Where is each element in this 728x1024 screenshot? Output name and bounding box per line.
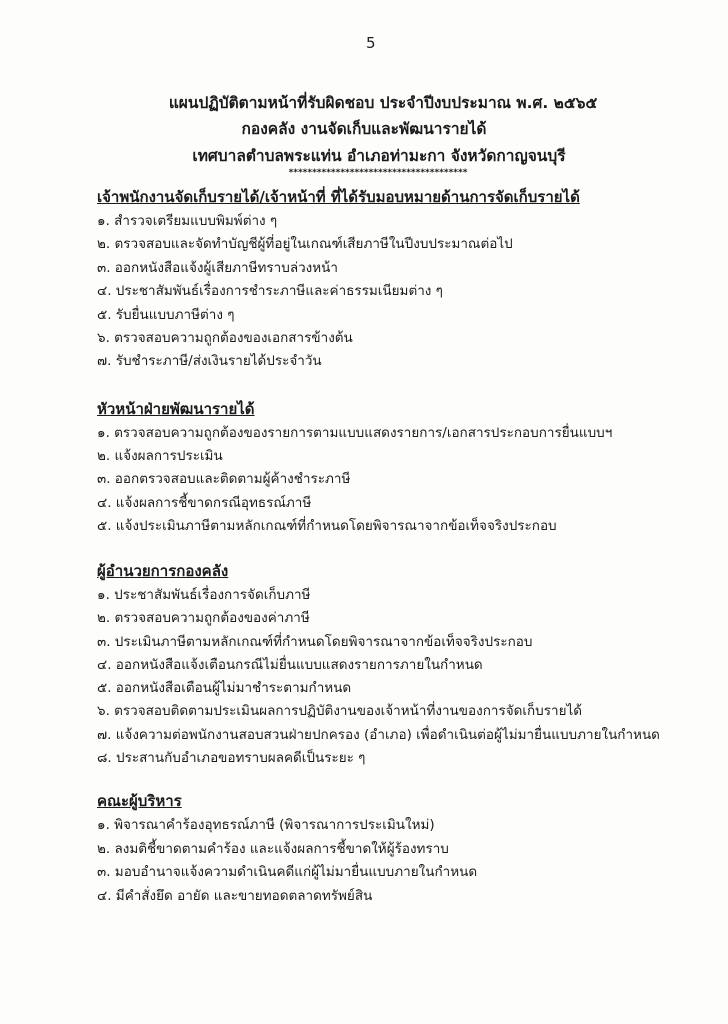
list-item: ๓. ออกตรวจสอบและติดตามผู้ค้างชำระภาษี	[97, 471, 351, 488]
municipality-title: เทศบาลตำบลพระแท่น อำเภอท่ามะกา จังหวัดกาญจนบุรี	[192, 147, 566, 165]
list-item: ๔. ประชาสัมพันธ์เรื่องการชำระภาษีและค่าธรรมเนียมต่าง ๆ	[97, 283, 443, 300]
list-item: ๓. มอบอำนาจแจ้งความดำเนินคดีแก่ผู้ไม่มายื่นแบบภายในกำหนด	[97, 864, 478, 880]
list-item: ๘. ประสานกับอำเภอขอทราบผลคดีเป็นระยะ ๆ	[97, 750, 366, 767]
list-item: ๑. ประชาสัมพันธ์เรื่องการจัดเก็บภาษี	[97, 587, 311, 603]
section-revenue-officer	[97, 184, 717, 374]
list-item: ๑. ตรวจสอบความถูกต้องของรายการตามแบบแสดงรายการ/เอกสารประกอบการยื่นแบบฯ	[97, 425, 613, 441]
list-item: ๔. ออกหนังสือแจ้งเตือนกรณีไม่ยื่นแบบแสดงรายการภายในกำหนด	[97, 656, 483, 673]
list-item: ๔. แจ้งผลการชี้ขาดกรณีอุทธรณ์ภาษี	[97, 494, 312, 511]
list-item: ๕. ออกหนังสือเตือนผู้ไม่มาชำระตามกำหนด	[97, 680, 352, 697]
list-item: ๒. ลงมติชี้ขาดตามคำร้อง และแจ้งผลการชี้ขาดให้ผู้ร้องทราบ	[97, 840, 449, 857]
list-item: ๖. ตรวจสอบติดตามประเมินผลการปฏิบัติงานของเจ้าหน้าที่งานของการจัดเก็บรายได้	[97, 703, 583, 720]
list-item: ๔. มีคำสั่งยึด อายัด และขายทอดตลาดทรัพย์สิน	[97, 887, 373, 904]
list-item: ๒. แจ้งผลการประเมิน	[97, 448, 223, 465]
section-heading: ผู้อำนวยการกองคลัง	[97, 562, 229, 580]
section-executives	[97, 788, 717, 908]
list-item: ๖. ตรวจสอบความถูกต้องของเอกสารข้างต้น	[97, 329, 353, 346]
list-item: ๓. ออกหนังสือแจ้งผู้เสียภาษีทราบล่วงหน้า	[97, 259, 338, 276]
section-heading: เจ้าพนักงานจัดเก็บรายได้/เจ้าหน้าที่ ที่ได้รับมอบหมายด้านการจัดเก็บรายได้	[97, 188, 580, 206]
list-item: ๓. ประเมินภาษีตามหลักเกณฑ์ที่กำหนดโดยพิจารณาจากข้อเท็จจริงประกอบ	[97, 633, 533, 650]
list-item: ๗. รับชำระภาษี/ส่งเงินรายได้ประจำวัน	[97, 353, 322, 370]
list-item: ๕. แจ้งประเมินภาษีตามหลักเกณฑ์ที่กำหนดโดยพิจารณาจากข้อเท็จจริงประกอบ	[97, 517, 557, 534]
section-revenue-head	[97, 396, 717, 538]
star-divider: **************************************	[288, 168, 468, 178]
section-finance-director	[97, 558, 717, 770]
list-item: ๒. ตรวจสอบความถูกต้องของค่าภาษี	[97, 610, 310, 627]
section-heading: หัวหน้าฝ่ายพัฒนารายได้	[97, 400, 255, 418]
list-item: ๕. รับยื่นแบบภาษีต่าง ๆ	[97, 306, 235, 323]
list-item: ๑. พิจารณาคำร้องอุทธรณ์ภาษี (พิจารณาการประเมินใหม่)	[97, 817, 435, 833]
plan-title: แผนปฏิบัติตามหน้าที่รับผิดชอบ ประจำปีงบประมาณ พ.ศ. ๒๕๖๕	[168, 94, 598, 112]
page-number: 5	[366, 34, 376, 52]
list-item: ๗. แจ้งความต่อพนักงานสอบสวนฝ่ายปกครอง (อำเภอ) เพื่อดำเนินต่อผู้ไม่มายื่นแบบภายในกำหนด	[97, 726, 660, 743]
list-item: ๒. ตรวจสอบและจัดทำบัญชีผู้ที่อยู่ในเกณฑ์เสียภาษีในปีงบประมาณต่อไป	[97, 236, 513, 253]
list-item: ๑. สำรวจเตรียมแบบพิมพ์ต่าง ๆ	[97, 213, 278, 229]
division-title: กองคลัง งานจัดเก็บและพัฒนารายได้	[241, 120, 487, 138]
section-heading: คณะผู้บริหาร	[97, 792, 182, 810]
